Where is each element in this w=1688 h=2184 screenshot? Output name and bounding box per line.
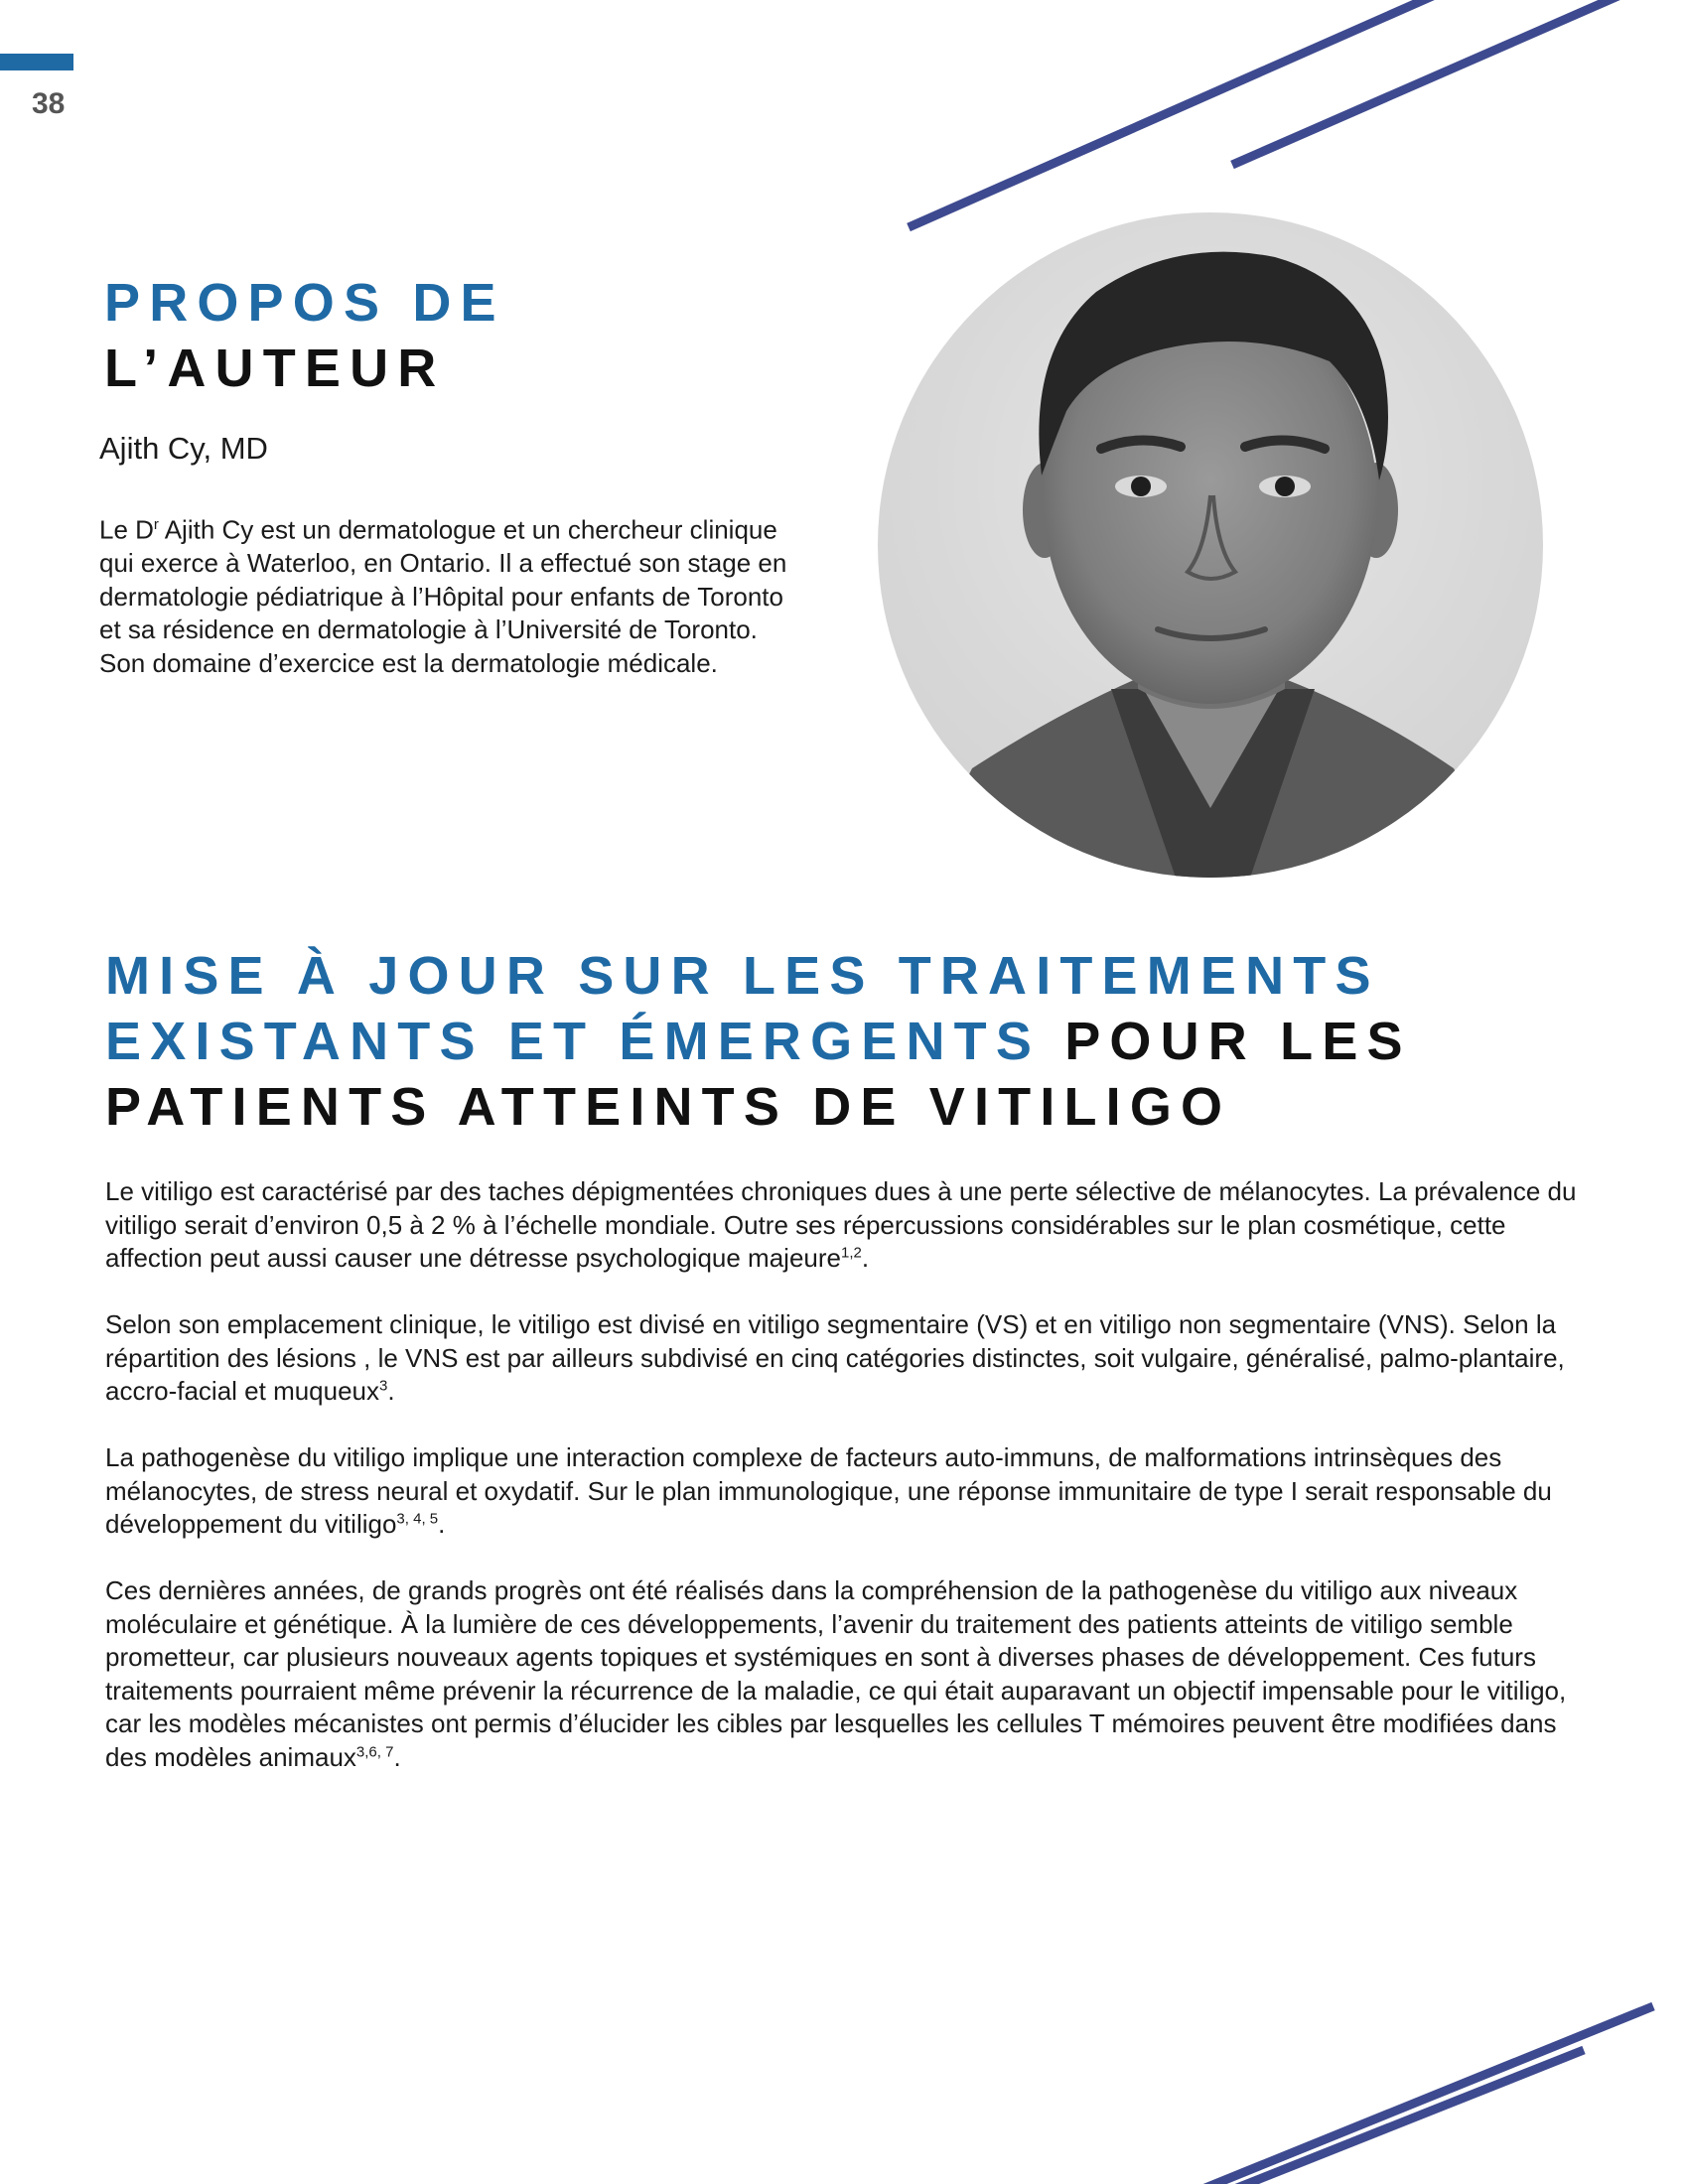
page-number-bar [0,54,73,70]
paragraph-end: . [861,1243,870,1273]
paragraph-text: Ces dernières années, de grands progrès ont été réalisés dans la compréhension de la pathogenèse du vitiligo aux niveaux moléculaire et génétique. À la lumière de ces développements, l’avenir du traitement des patients atteints de vitiligo semble prometteur, car plusieurs nouveaux agents topiques et systémiques en sont à diverses phases de développement. Ces futurs traitements pourraient même prévenir la récurrence de la maladie, ce qui était auparavant un objectif impensable pour le vitiligo, car les modèles mécanistes ont permis d’élucider les cibles par lesquelles les cellules T mémoires peuvent être modifiées dans des modèles animaux [105,1575,1567,1772]
bio-prefix: Le D [99,514,154,545]
article-paragraph [105,1308,1605,1409]
article-paragraph [105,1441,1605,1542]
article-title [105,946,1412,1146]
paragraph-text: La pathogenèse du vitiligo implique une interaction complexe de facteurs auto-immuns, de malformations intrinsèques des mélanocytes, de stress neural et oxydatif. Sur le plan immunologique, une réponse immunitaire de type I serait responsable du développement du vitiligo [105,1442,1552,1539]
author-bio [99,508,794,680]
article-paragraph [105,1574,1605,1774]
paragraph-end: . [438,1509,446,1539]
author-title-line1: PROPOS DE [104,273,505,333]
page-number: 38 [32,87,66,120]
reference-superscript: 1,2 [841,1244,862,1262]
stripe-bottom-1 [1117,2006,1653,2184]
article-title-line2-black: POUR LES [1041,1012,1412,1071]
stripe-top-2 [1232,0,1620,165]
author-title-line2: L’AUTEUR [104,339,446,398]
article-body [105,1175,1605,1808]
paragraph-text: Le vitiligo est caractérisé par des taches dépigmentées chroniques dues à une perte sélective de mélanocytes. La prévalence du vitiligo serait d’environ 0,5 à 2 % à l’échelle mondiale. Outre ses répercussions considérables sur le plan cosmétique, cette affection peut aussi causer une détresse psychologique majeure [105,1176,1577,1273]
bio-text: Ajith Cy est un dermatologue et un chercheur clinique qui exerce à Waterloo, en Ontario. Il a effectué son stage en dermatologie pédiatrique à l’Hôpital pour enfants de Toronto et sa résidence en dermatologie à l’Université de Toronto. Son domaine d’exercice est la dermatologie médicale. [99,514,787,678]
stripe-bottom-2 [1097,2050,1584,2184]
author-section-title [104,273,505,407]
reference-superscript: 3,6, 7 [355,1742,394,1760]
author-photo [878,212,1543,878]
bio-superscript: r [153,516,159,533]
author-name: Ajith Cy, MD [99,431,268,466]
article-title-line2-blue: EXISTANTS ET ÉMERGENTS [105,1012,1042,1071]
paragraph-end: . [387,1376,395,1406]
paragraph-end: . [393,1741,401,1772]
article-title-line2 [105,1012,1412,1080]
reference-superscript: 3, 4, 5 [396,1510,439,1528]
reference-superscript: 3 [379,1377,388,1395]
article-title-line3: PATIENTS ATTEINTS DE VITILIGO [105,1077,1232,1137]
paragraph-text: Selon son emplacement clinique, le vitiligo est divisé en vitiligo segmentaire (VS) et en vitiligo non segmentaire (VNS). Selon la répartition des lésions , le VNS est par ailleurs subdivisé en cinq catégories distinctes, soit vulgaire, généralisé, palmo-plantaire, accro-facial et muqueux [105,1309,1565,1406]
article-paragraph [105,1175,1605,1276]
article-title-line1: MISE À JOUR SUR LES TRAITEMENTS [105,946,1380,1006]
author-portrait-illustration [878,212,1543,878]
